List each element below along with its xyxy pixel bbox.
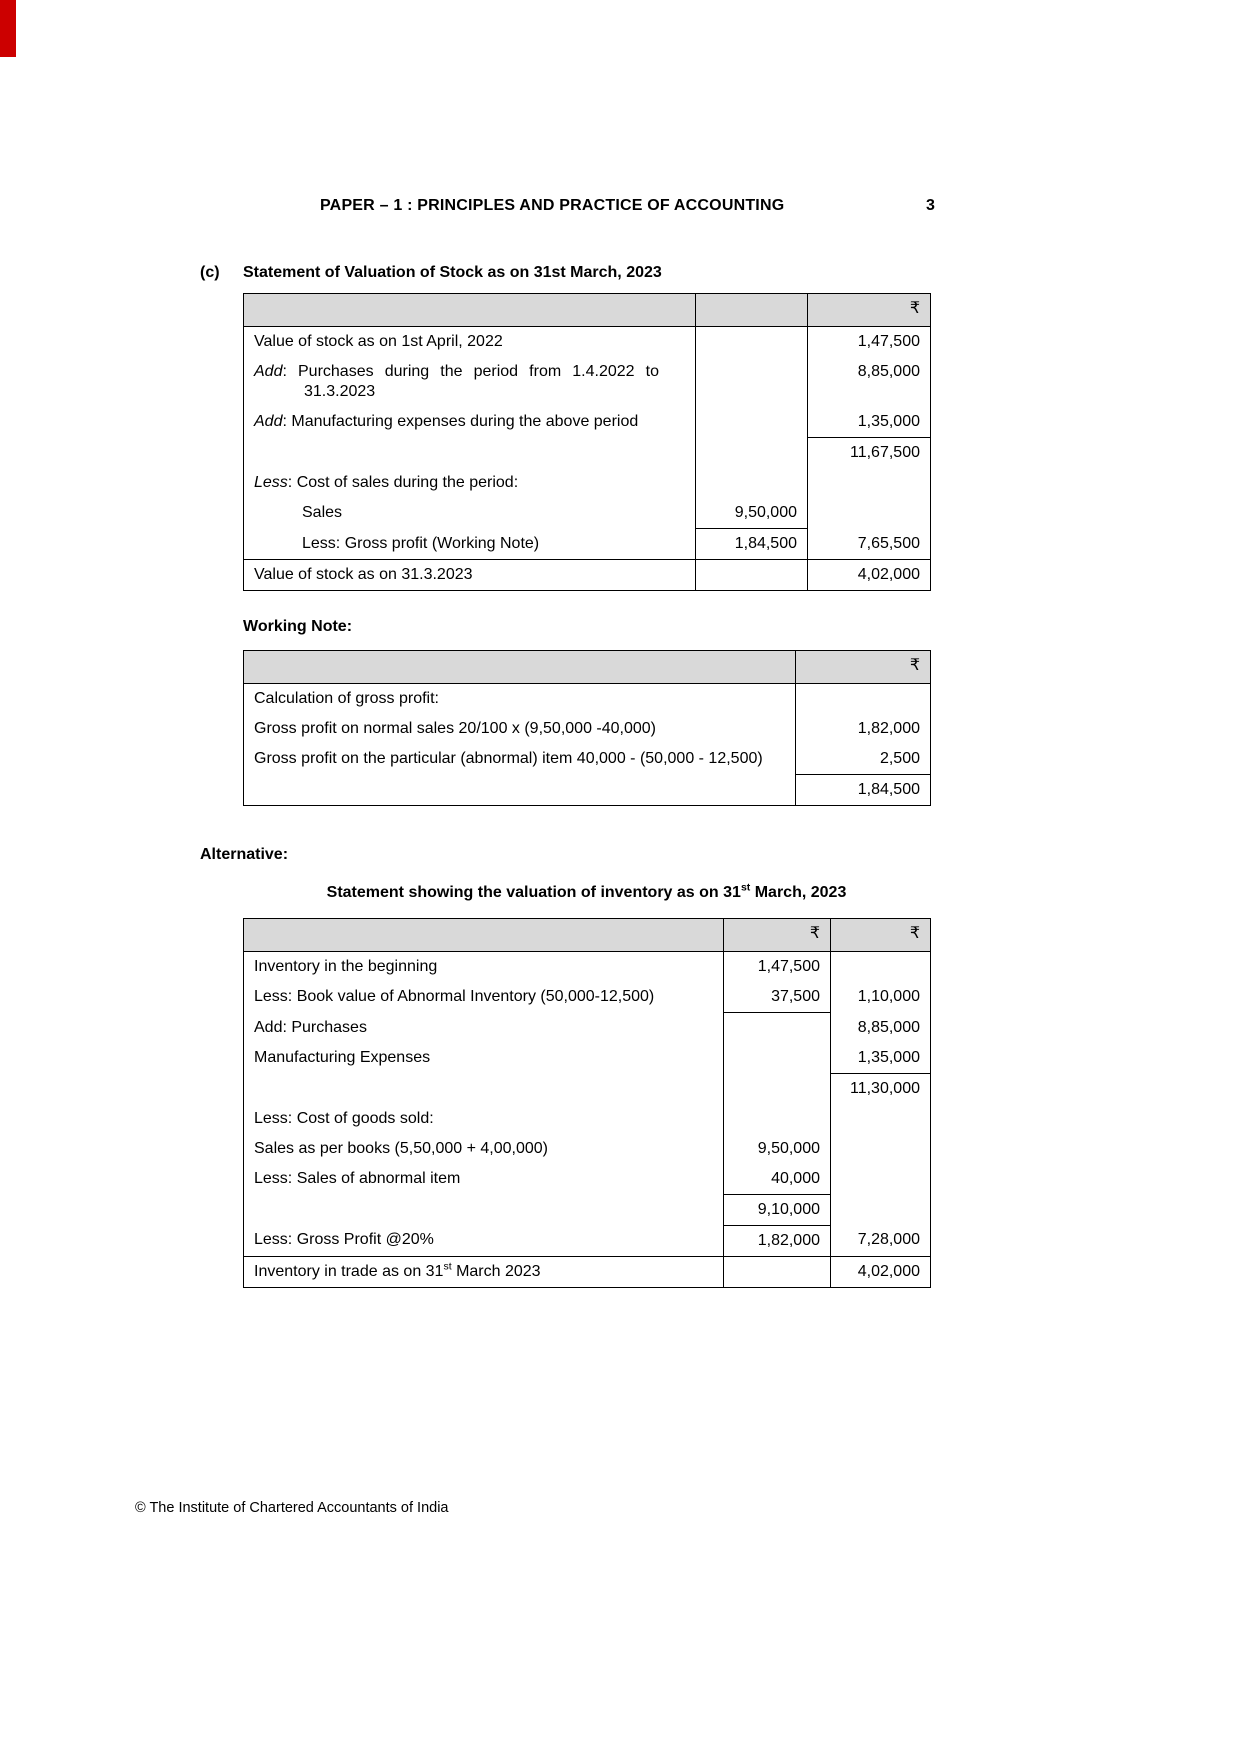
row-desc: Inventory in trade as on 31 — [254, 1262, 444, 1280]
table-row — [244, 529, 931, 560]
table-row — [244, 1104, 931, 1134]
amount-cell — [808, 498, 931, 529]
desc-cell: Manufacturing Expenses — [244, 1043, 724, 1074]
header-spacer-cell — [244, 294, 696, 327]
row-desc: Gross profit on the particular (abnormal) item 40,000 - (50,000 - 12,500) — [254, 750, 763, 767]
table-header-row — [244, 294, 931, 327]
amount-cell: 1,35,000 — [808, 407, 931, 438]
amount-cell — [724, 1043, 831, 1074]
amount-cell: 1,84,500 — [696, 529, 808, 560]
amount-cell — [796, 684, 931, 715]
inventory-valuation-table — [243, 918, 931, 1288]
table-row — [244, 684, 931, 715]
amount-cell: 1,47,500 — [808, 327, 931, 358]
amount-cell: 1,82,000 — [724, 1225, 831, 1256]
subtitle-superscript: st — [740, 881, 751, 894]
row-desc-superscript: st — [443, 1260, 452, 1273]
amount-cell — [696, 407, 808, 438]
amount-cell — [696, 327, 808, 358]
amount-cell: 8,85,000 — [831, 1013, 931, 1043]
red-corner-mark — [0, 0, 16, 57]
desc-cell — [244, 1194, 724, 1225]
subtotal-amount-cell: 11,30,000 — [831, 1073, 931, 1104]
desc-cell: Less: Gross profit (Working Note) — [244, 529, 696, 560]
table-row — [244, 1073, 931, 1104]
subtitle-text: March, 2023 — [750, 884, 847, 901]
section-c-heading — [200, 264, 662, 282]
amount-cell: 4,02,000 — [831, 1256, 931, 1287]
desc-cell: Sales — [244, 498, 696, 529]
table-header-row — [244, 919, 931, 952]
amount-cell: 1,10,000 — [831, 982, 931, 1013]
section-c-title: Statement of Valuation of Stock as on 31st March, 2023 — [243, 264, 662, 281]
table-header-row — [244, 651, 931, 684]
desc-cell — [244, 357, 696, 407]
header-spacer-cell — [244, 919, 724, 952]
amount-cell — [831, 952, 931, 983]
desc-cell — [244, 438, 696, 469]
desc-cell: Inventory in the beginning — [244, 952, 724, 983]
amount-cell — [696, 438, 808, 469]
desc-cell — [244, 407, 696, 438]
currency-header-cell: ₹ — [808, 294, 931, 327]
table-row — [244, 744, 931, 775]
table-row — [244, 407, 931, 438]
desc-cell: Less: Gross Profit @20% — [244, 1225, 724, 1256]
table-row — [244, 327, 931, 358]
table-row — [244, 1164, 931, 1195]
table-row — [244, 560, 931, 591]
amount-cell — [696, 560, 808, 591]
desc-cell — [244, 1073, 724, 1104]
desc-cell: Add: Purchases — [244, 1013, 724, 1043]
row-prefix-italic: Add — [254, 363, 283, 380]
desc-cell: Less: Sales of abnormal item — [244, 1164, 724, 1195]
amount-cell: 4,02,000 — [808, 560, 931, 591]
amount-cell: 9,50,000 — [724, 1134, 831, 1164]
amount-cell: 2,500 — [796, 744, 931, 775]
desc-cell — [244, 775, 796, 806]
table-row — [244, 438, 931, 469]
desc-cell: Gross profit on normal sales 20/100 x (9,50,000 -40,000) — [244, 714, 796, 744]
amount-cell: 7,28,000 — [831, 1225, 931, 1256]
header-spacer-cell — [696, 294, 808, 327]
desc-cell: Less: Book value of Abnormal Inventory (50,000-12,500) — [244, 982, 724, 1013]
amount-cell — [831, 1134, 931, 1164]
table-row — [244, 1256, 931, 1287]
table-row — [244, 1043, 931, 1074]
working-note-heading: Working Note: — [243, 618, 353, 635]
table-row — [244, 357, 931, 407]
amount-cell — [696, 357, 808, 407]
row-desc: March 2023 — [451, 1262, 541, 1280]
currency-header-cell: ₹ — [724, 919, 831, 952]
amount-cell: 40,000 — [724, 1164, 831, 1195]
table-row — [244, 952, 931, 983]
desc-cell — [244, 468, 696, 498]
table-row — [244, 1194, 931, 1225]
desc-cell — [244, 1256, 724, 1287]
row-desc: : Manufacturing expenses during the above period — [282, 413, 639, 430]
currency-header-cell: ₹ — [796, 651, 931, 684]
currency-header-cell: ₹ — [831, 919, 931, 952]
amount-cell: 37,500 — [724, 982, 831, 1013]
alternative-heading: Alternative: — [200, 846, 289, 863]
amount-cell — [724, 1013, 831, 1043]
amount-cell — [831, 1104, 931, 1134]
amount-cell — [724, 1104, 831, 1134]
row-prefix-italic: Add — [254, 413, 283, 430]
row-prefix-italic: Less — [254, 474, 288, 491]
desc-cell: Sales as per books (5,50,000 + 4,00,000) — [244, 1134, 724, 1164]
amount-cell: 7,65,500 — [808, 529, 931, 560]
desc-cell: Calculation of gross profit: — [244, 684, 796, 715]
document-header-title: PAPER – 1 : PRINCIPLES AND PRACTICE OF ACCOUNTING — [320, 197, 785, 214]
working-note-table — [243, 650, 931, 806]
page-number: 3 — [926, 197, 935, 214]
amount-cell: 8,85,000 — [808, 357, 931, 407]
desc-cell — [244, 744, 796, 775]
table-row — [244, 1013, 931, 1043]
stock-valuation-table — [243, 293, 931, 591]
amount-cell — [724, 1256, 831, 1287]
alternative-subtitle — [243, 881, 930, 902]
header-spacer-cell — [244, 651, 796, 684]
amount-cell — [831, 1194, 931, 1225]
amount-cell: 1,35,000 — [831, 1043, 931, 1074]
copyright-footer: © The Institute of Chartered Accountants of India — [135, 1500, 449, 1516]
amount-cell: 1,47,500 — [724, 952, 831, 983]
table-row — [244, 498, 931, 529]
amount-cell: 9,50,000 — [696, 498, 808, 529]
table-row — [244, 775, 931, 806]
subtitle-text: Statement showing the valuation of inventory as on 31 — [326, 884, 741, 901]
row-desc: : Cost of sales during the period: — [287, 474, 519, 491]
subtotal-amount-cell: 11,67,500 — [808, 438, 931, 469]
section-c-label: (c) — [200, 264, 220, 281]
desc-cell: Less: Cost of goods sold: — [244, 1104, 724, 1134]
amount-cell: 1,82,000 — [796, 714, 931, 744]
total-amount-cell: 1,84,500 — [796, 775, 931, 806]
table-row — [244, 1225, 931, 1256]
table-row — [244, 982, 931, 1013]
table-row — [244, 714, 931, 744]
desc-cell: Value of stock as on 1st April, 2022 — [244, 327, 696, 358]
table-row — [244, 468, 931, 498]
table-row — [244, 1134, 931, 1164]
amount-cell — [724, 1073, 831, 1104]
amount-cell — [696, 468, 808, 498]
desc-cell: Value of stock as on 31.3.2023 — [244, 560, 696, 591]
row-desc: : Purchases during the period from 1.4.2022 to 31.3.2023 — [282, 363, 659, 400]
amount-cell — [831, 1164, 931, 1195]
amount-cell — [808, 468, 931, 498]
subtotal-amount-cell: 9,10,000 — [724, 1194, 831, 1225]
